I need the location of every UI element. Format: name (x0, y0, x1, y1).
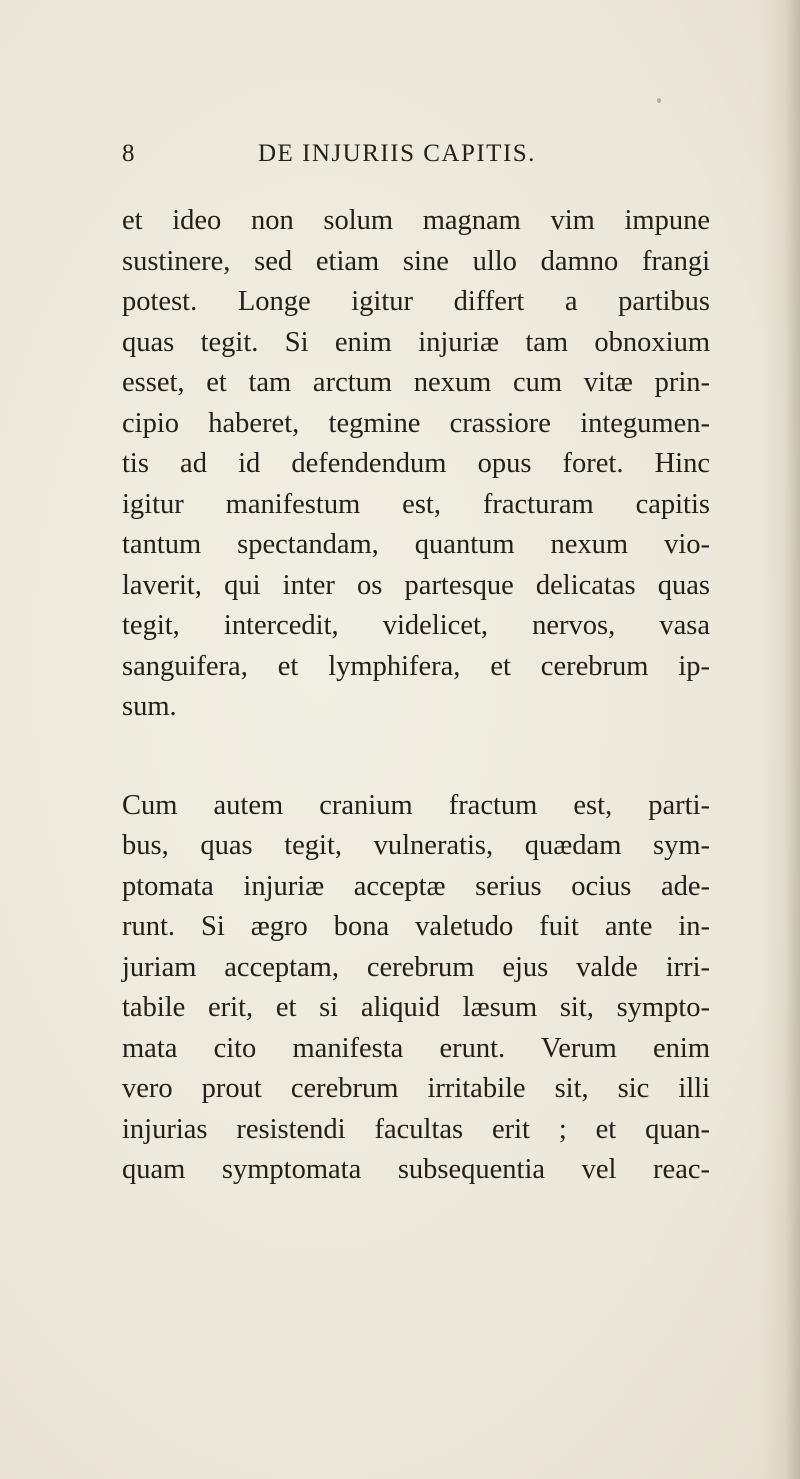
ink-speck (657, 98, 661, 103)
body-text (122, 201, 710, 1191)
running-head: DE INJURIIS CAPITIS. (258, 140, 536, 167)
text-line: esset, et tam arctum nexum cum vitæ prin- (122, 367, 710, 398)
page-header (0, 140, 800, 180)
text-line: sanguifera, et lymphifera, et cerebrum ip- (122, 650, 710, 682)
paragraph-1 (122, 201, 710, 728)
text-line: cipio haberet, tegmine crassiore integumen- (122, 407, 710, 439)
text-line: potest. Longe igitur differt a partibus (122, 286, 710, 317)
text-line: tis ad id defendendum opus foret. Hinc (122, 448, 710, 479)
text-line: sustinere, sed etiam sine ullo damno frangi (122, 245, 710, 277)
paragraph-2 (122, 786, 710, 1191)
text-line: et ideo non solum magnam vim impune (122, 205, 710, 236)
text-line: ptomata injuriæ acceptæ serius ocius ade- (122, 870, 710, 902)
text-line: laverit, qui inter os partesque delicatas quas (122, 569, 710, 601)
paragraph-gap (122, 728, 710, 786)
page-number: 8 (122, 140, 135, 167)
text-line: sum. (122, 691, 177, 722)
text-line: juriam acceptam, cerebrum ejus valde irri- (122, 951, 710, 983)
text-line: mata cito manifesta erunt. Verum enim (122, 1032, 710, 1064)
text-line: quas tegit. Si enim injuriæ tam obnoxium (122, 326, 710, 358)
text-line: igitur manifestum est, fracturam capitis (122, 488, 710, 520)
text-line: tabile erit, et si aliquid læsum sit, sympto- (122, 992, 710, 1023)
text-line: quam symptomata subsequentia vel reac- (122, 1154, 710, 1185)
text-line: injurias resistendi facultas erit ; et quan- (122, 1113, 710, 1145)
text-line: Cum autem cranium fractum est, parti- (122, 789, 710, 821)
text-line: tantum spectandam, quantum nexum vio- (122, 529, 710, 560)
text-line: runt. Si ægro bona valetudo fuit ante in- (122, 911, 710, 942)
text-line: tegit, intercedit, videlicet, nervos, vasa (122, 610, 710, 641)
text-line: bus, quas tegit, vulneratis, quædam sym- (122, 830, 710, 861)
text-line: vero prout cerebrum irritabile sit, sic illi (122, 1073, 710, 1104)
